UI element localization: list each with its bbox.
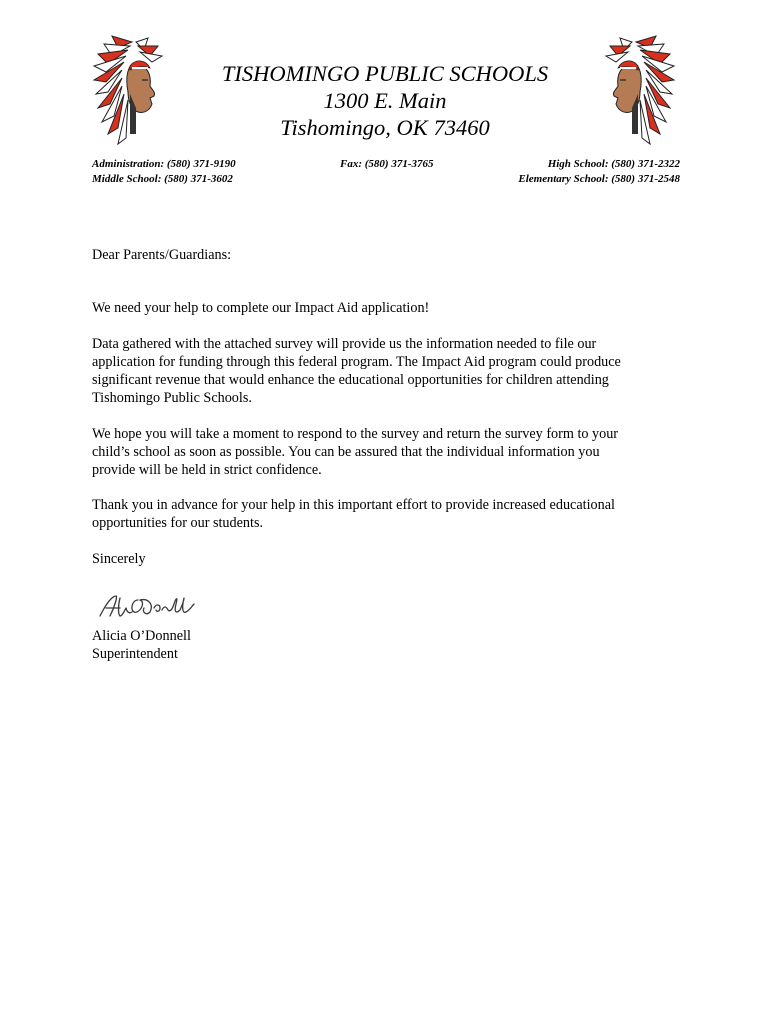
signature — [96, 590, 212, 624]
paragraph-2 — [92, 425, 692, 479]
paragraph-line: significant revenue that would enhance the educational opportunities for children attending — [92, 372, 609, 388]
contact-column-right — [518, 157, 680, 187]
paragraph-line: provide will be held in strict confidence. — [92, 462, 322, 478]
greeting: Dear Parents/Guardians: — [92, 247, 232, 263]
elementary-school-phone: Elementary School: (580) 371-2548 — [518, 173, 680, 185]
paragraph-line: opportunities for our students. — [92, 515, 264, 531]
contact-column-center — [340, 157, 434, 172]
city-state-zip: Tishomingo, OK 73460 — [280, 115, 490, 140]
paragraph-line: We hope you will take a moment to respond to the survey and return the survey form to your — [92, 426, 619, 442]
paragraph-line: Tishomingo Public Schools. — [92, 390, 252, 406]
paragraph-line: Thank you in advance for your help in this important effort to provide increased educational — [92, 497, 615, 513]
intro-sentence: We need your help to complete our Impact Aid application! — [92, 300, 430, 316]
school-name: TISHOMINGO PUBLIC SCHOOLS — [221, 61, 549, 86]
paragraph-line: application for funding through this federal program. The Impact Aid program could produce — [92, 354, 621, 370]
street-address: 1300 E. Main — [323, 88, 447, 113]
high-school-phone: High School: (580) 371-2322 — [547, 158, 680, 170]
closing: Sincerely — [92, 551, 146, 567]
signer-title: Superintendent — [92, 646, 178, 662]
signature-icon — [96, 590, 212, 624]
paragraph-line: Data gathered with the attached survey will provide us the information needed to file our — [92, 336, 597, 352]
middle-school-phone: Middle School: (580) 371-3602 — [92, 173, 233, 185]
letterhead-title — [0, 60, 770, 141]
paragraph-3 — [92, 496, 692, 532]
signer-block — [92, 627, 692, 663]
fax-number: Fax: (580) 371-3765 — [340, 158, 434, 170]
administration-phone: Administration: (580) 371-9190 — [92, 158, 236, 170]
paragraph-line: child’s school as soon as possible. You can be assured that the individual information you — [92, 444, 600, 460]
signer-name: Alicia O’Donnell — [92, 628, 191, 644]
contact-column-left — [92, 157, 236, 187]
paragraph-1 — [92, 335, 692, 407]
